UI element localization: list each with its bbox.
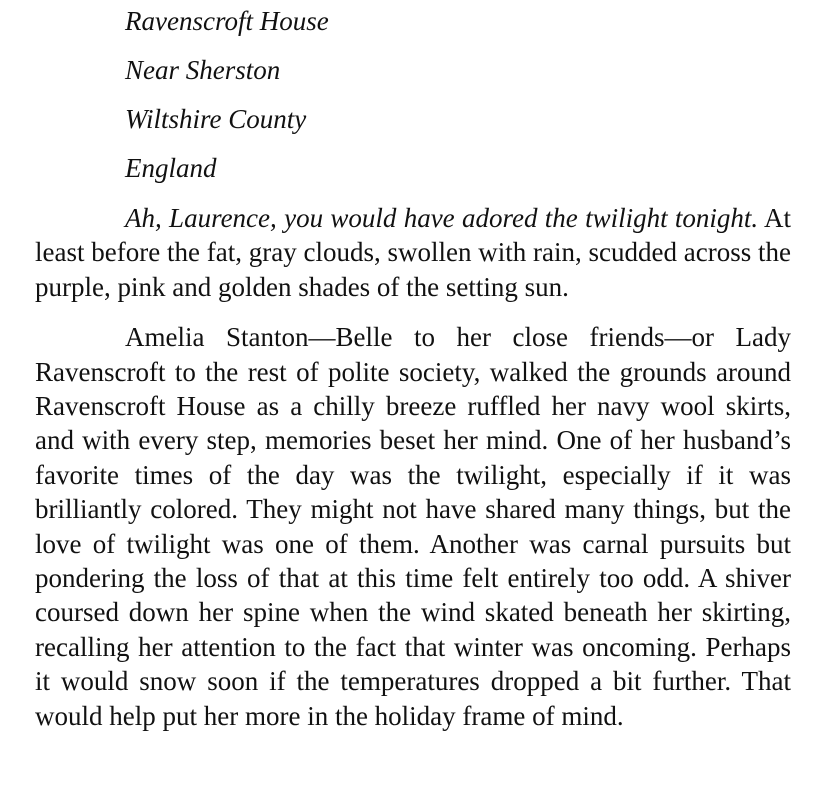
- document-page: [35, 0, 791, 733]
- address-line-country: England: [125, 153, 217, 183]
- address-line-town: Near Sherston: [125, 55, 281, 85]
- address-block: [35, 5, 791, 185]
- address-line-house: Ravenscroft House: [125, 6, 329, 36]
- paragraph-2-text: Amelia Stanton—Belle to her close friends—or Lady Ravenscroft to the rest of polite society, walked the grounds around Ravenscroft House as a chilly breeze ruffled her navy wool skirts, and with every step, memories beset her mind. One of her husband’s favorite times of the day was the twilight, especially if it was brilliantly colored. They might not have shared many things, but the love of twilight was one of them. Another was carnal pursuits but pondering the loss of that at this time felt entirely too odd. A shiver coursed down her spine when the wind skated beneath her skirting, recalling her attention to the fact that winter was oncoming. Perhaps it would snow soon if the temperatures dropped a bit further. That would help put her more in the holiday frame of mind.: [35, 322, 791, 731]
- paragraph-1-italic: Ah, Laurence, you would have adored the twilight tonight.: [125, 203, 759, 233]
- paragraph-1-text: At least before the fat, gray clouds, swollen with rain, scudded across the purple, pink and golden shades of the setting sun.: [35, 203, 791, 302]
- paragraph-2: [35, 320, 791, 733]
- paragraph-1: [35, 201, 791, 304]
- address-line-county: Wiltshire County: [125, 104, 307, 134]
